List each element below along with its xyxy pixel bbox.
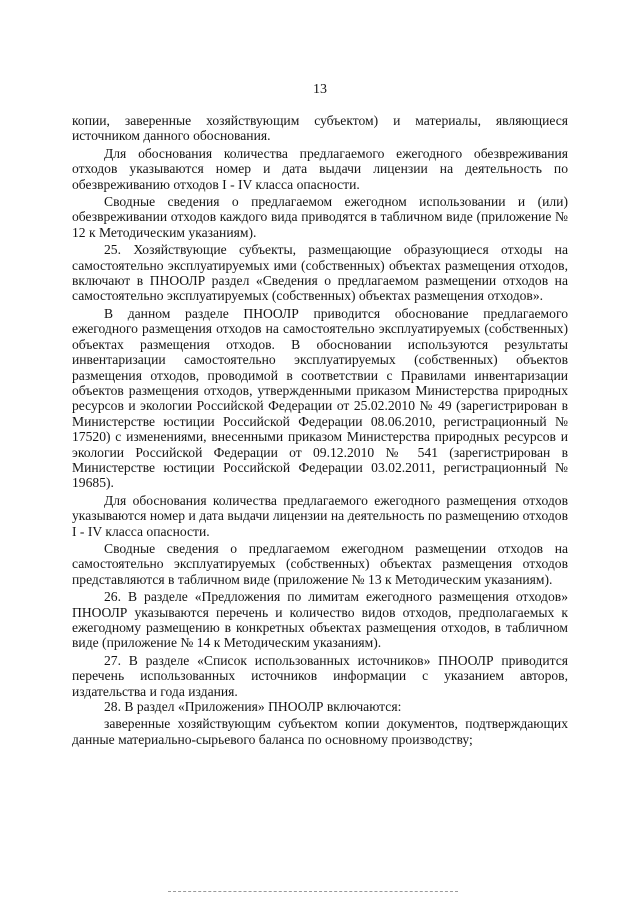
paragraph-item-25: 25. Хозяйствующие субъекты, размещающие образующиеся отходы на самостоятельно эксплуатируемых ими (собственных) объектах размещения отходов, включают в ПНООЛР раздел «Сведения о предлагаемом размещении отходов на самостоятельно эксплуатируемых (собственных) объектах размещения отходов». — [72, 242, 568, 304]
paragraph-item-28: 28. В раздел «Приложения» ПНООЛР включаются: — [104, 699, 402, 715]
paragraph: В данном разделе ПНООЛР приводится обоснование предлагаемого ежегодного размещения отходов на самостоятельно эксплуатируемых (собственных) объектах размещения отходов. В обосновании используются результаты инвентаризации самостоятельно эксплуатируемых (собственных) объектов размещения отходов, проводимой в соответствии с Правилами инвентаризации объектов размещения отходов, утвержденными приказом Министерства природных ресурсов и экологии Российской Федерации от 25.02.2010 № 49 (зарегистрирован в Министерстве юстиции Российской Федерации 08.06.2010, регистрационный № 17520) с изменениями, внесенными приказом Министерства природных ресурсов и экологии Российской Федерации от 09.12.2010 № 541 (зарегистрирован в Министерстве юстиции Российской Федерации 03.02.2011, регистрационный № 19685). — [72, 305, 568, 491]
paragraph: Сводные сведения о предлагаемом ежегодном размещении отходов на самостоятельно эксплуатируемых (собственных) объектах размещения отходов представляются в табличном виде (приложение № 13 к Методическим указаниям). — [72, 540, 568, 587]
document-body — [72, 113, 568, 747]
paragraph-item-26: 26. В разделе «Предложения по лимитам ежегодного размещения отходов» ПНООЛР указываются перечень и количество видов отходов, предполагаемых к ежегодному размещению в конкретных объектах размещения отходов, в табличном виде (приложение № 14 к Методическим указаниям). — [72, 589, 568, 651]
paragraph: Для обоснования количества предлагаемого ежегодного размещения отходов указываются номер и дата выдачи лицензии на деятельность по размещению отходов I - IV класса опасности. — [72, 492, 568, 539]
paragraph-item-27: 27. В разделе «Список использованных источников» ПНООЛР приводится перечень использованных источников информации с указанием авторов, издательства и года издания. — [72, 652, 568, 699]
paragraph: Сводные сведения о предлагаемом ежегодном использовании и (или) обезвреживании отходов каждого вида приводятся в табличном виде (приложение № 12 к Методическим указаниям). — [72, 194, 568, 240]
page-number: 13 — [313, 82, 327, 97]
paragraph-list-entry: заверенные хозяйствующим субъектом копии документов, подтверждающих данные материально-сырьевого баланса по основному производству; — [72, 716, 568, 747]
paragraph-continuation: копии, заверенные хозяйствующим субъектом) и материалы, являющиеся источником данного обоснования. — [72, 113, 568, 144]
paragraph: Для обоснования количества предлагаемого ежегодного обезвреживания отходов указываются номер и дата выдачи лицензии на деятельность по обезвреживанию отходов I - IV класса опасности. — [72, 145, 568, 192]
footer-divider — [168, 891, 458, 892]
